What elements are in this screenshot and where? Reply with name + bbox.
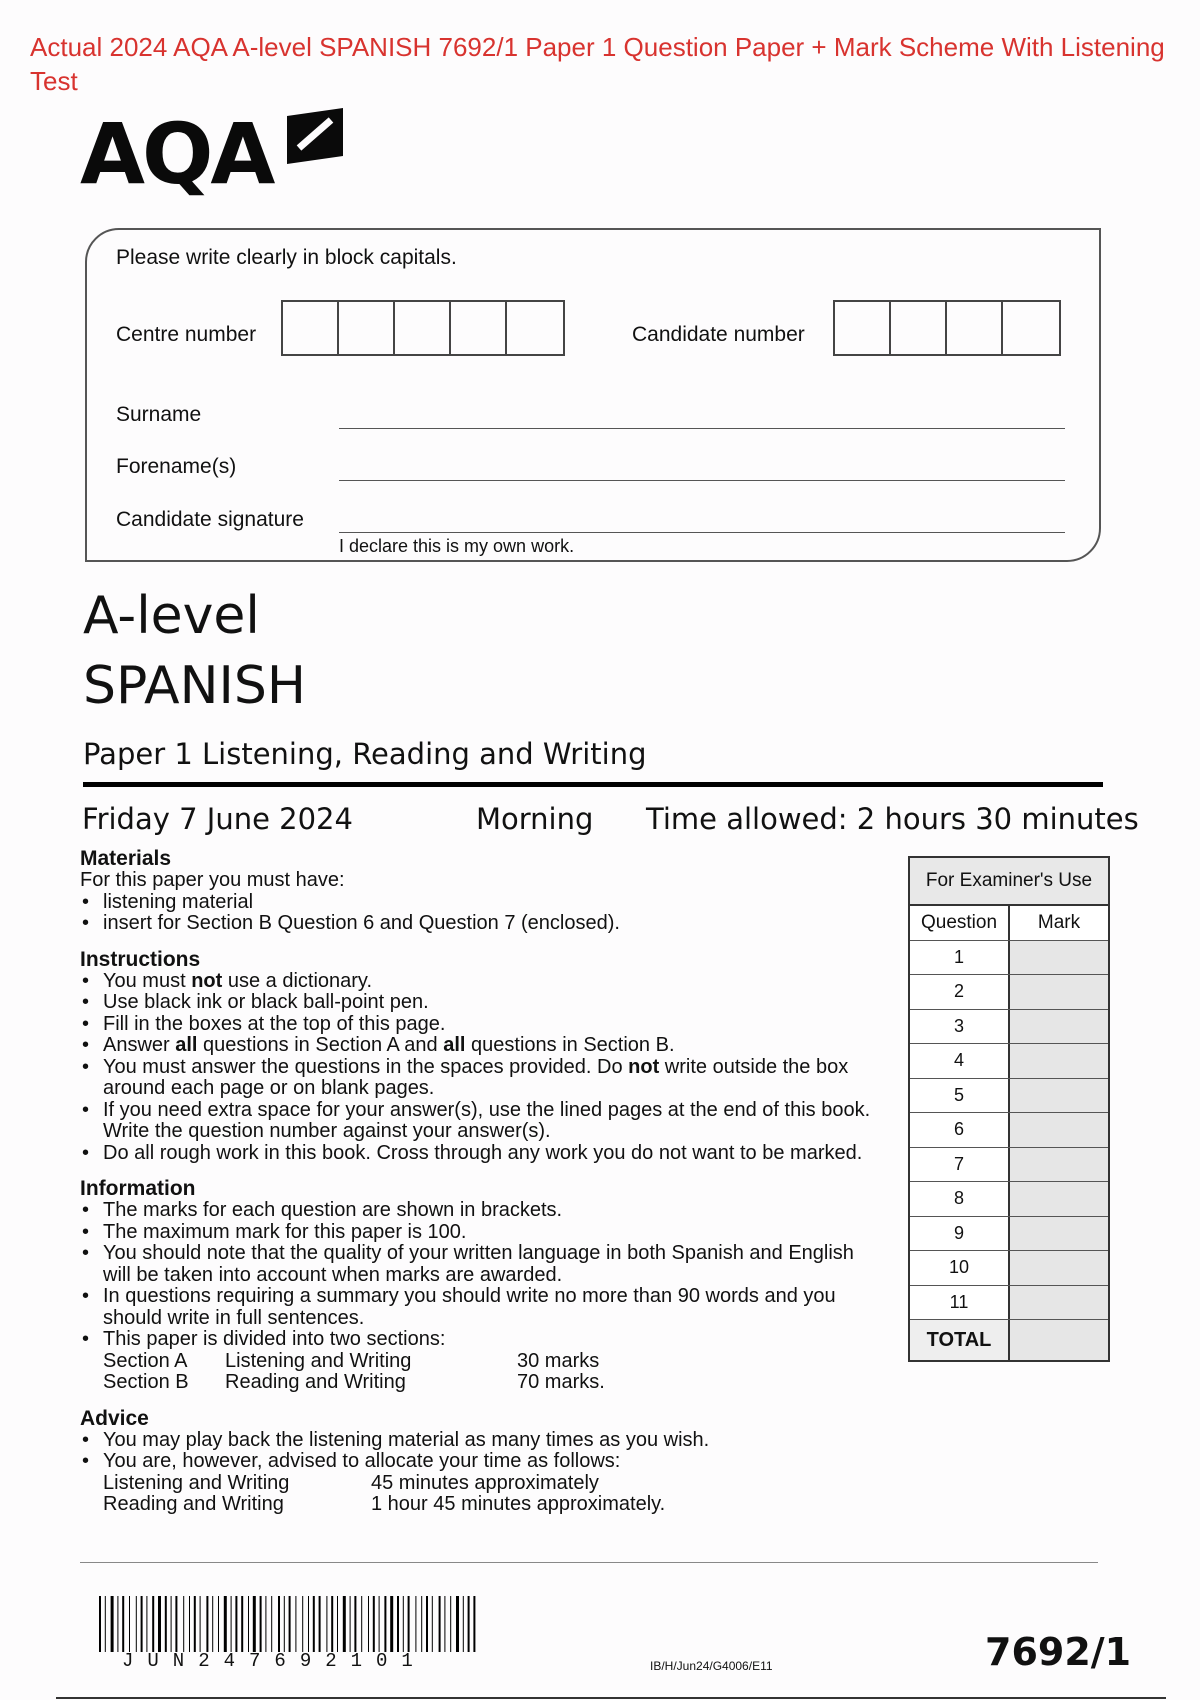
examiner-table-header-row (910, 906, 1108, 941)
barcode-bar (463, 1596, 464, 1652)
mark-cell[interactable] (1010, 1217, 1108, 1251)
centre-number-cell[interactable] (507, 302, 563, 354)
table-row: 9 (910, 1217, 1108, 1252)
mark-cell[interactable] (1010, 1251, 1108, 1285)
centre-number-label: Centre number (116, 323, 257, 346)
list-item: • Fill in the boxes at the top of this page. (80, 1014, 880, 1036)
barcode-bar (171, 1596, 172, 1652)
barcode-bar (421, 1596, 422, 1652)
aqa-tick-icon (285, 108, 345, 164)
centre-number-boxes[interactable] (281, 300, 565, 356)
question-column-header: Question (910, 906, 1010, 940)
barcode-number: JUN247692101 (122, 1650, 427, 1672)
mark-cell[interactable] (1010, 1182, 1108, 1216)
instructions-list (80, 971, 880, 1165)
list-item: • You should note that the quality of your written language in both Spanish and English will be taken into account when marks are awarded. (80, 1243, 880, 1286)
footer-divider (80, 1562, 1098, 1563)
barcode-bar (289, 1596, 291, 1652)
mark-cell[interactable] (1010, 1079, 1108, 1113)
barcode-bar (117, 1596, 118, 1652)
barcode-bar (212, 1596, 213, 1652)
information-list (80, 1200, 880, 1351)
exam-guidance (80, 848, 880, 1516)
examiner-table-heading: For Examiner's Use (910, 858, 1108, 906)
document-title: Actual 2024 AQA A-level SPANISH 7692/1 Paper 1 Question Paper + Mark Scheme With Listening Test (30, 32, 1165, 96)
barcode-bar (384, 1596, 386, 1652)
barcode-bar (379, 1596, 380, 1652)
table-row: 11 (910, 1286, 1108, 1321)
barcode (99, 1596, 481, 1652)
barcode-bar (403, 1596, 404, 1652)
candidate-number-cell[interactable] (891, 302, 947, 354)
table-row: 6 (910, 1113, 1108, 1148)
barcode-bar (295, 1596, 296, 1652)
block-capitals-instruction: Please write clearly in block capitals. (116, 246, 457, 269)
total-label: TOTAL (910, 1320, 1010, 1360)
allocation-row: Listening and Writing 45 minutes approximately (103, 1471, 599, 1494)
barcode-bar (350, 1596, 351, 1652)
list-item: • The marks for each question are shown in brackets. (80, 1200, 880, 1222)
list-item: • Use black ink or black ball-point pen. (80, 992, 880, 1014)
barcode-bar (141, 1596, 143, 1652)
section-row: Section A Listening and Writing 30 marks (103, 1349, 600, 1372)
barcode-bar (241, 1596, 243, 1652)
barcode-bar (397, 1596, 399, 1652)
barcode-bar (468, 1596, 470, 1652)
barcode-bar (473, 1596, 475, 1652)
barcode-bar (183, 1596, 184, 1652)
mark-column-header: Mark (1010, 906, 1108, 940)
signature-field[interactable] (339, 532, 1065, 533)
table-row: 10 (910, 1251, 1108, 1286)
barcode-bar (235, 1596, 237, 1652)
mark-cell[interactable] (1010, 1148, 1108, 1182)
barcode-bar (361, 1596, 362, 1652)
list-item: • The maximum mark for this paper is 100. (80, 1222, 880, 1244)
exam-session: Morning (476, 802, 594, 836)
barcode-bar (129, 1596, 130, 1652)
barcode-bar (105, 1596, 106, 1652)
barcode-bar (326, 1596, 327, 1652)
list-item: • listening material (80, 892, 880, 914)
advice-heading: Advice (80, 1406, 149, 1430)
table-row: 1 (910, 941, 1108, 976)
examiner-use-table (908, 856, 1110, 1362)
barcode-bar (122, 1596, 124, 1652)
title-divider (83, 782, 1103, 787)
surname-label: Surname (116, 403, 202, 426)
mark-cell[interactable] (1010, 941, 1108, 975)
barcode-bar (206, 1596, 208, 1652)
list-item: • You must answer the questions in the spaces provided. Do not write outside the box around each page or on blank pages. (80, 1057, 880, 1100)
forenames-label: Forename(s) (116, 455, 237, 478)
barcode-bar (111, 1596, 114, 1652)
barcode-bar (152, 1596, 154, 1652)
barcode-bar (331, 1596, 333, 1652)
time-allowed: Time allowed: 2 hours 30 minutes (646, 802, 1139, 836)
subject-title: SPANISH (83, 656, 306, 716)
surname-field[interactable] (339, 428, 1065, 429)
barcode-bar (158, 1596, 161, 1652)
document-reference: IB/H/Jun24/G4006/E11 (650, 1659, 773, 1673)
total-row (910, 1320, 1108, 1360)
barcode-bar (426, 1596, 428, 1652)
candidate-number-cell[interactable] (835, 302, 891, 354)
barcode-bar (456, 1596, 459, 1652)
list-item: • If you need extra space for your answer(s), use the lined pages at the end of this book. Write the question number against your answer(s). (80, 1100, 880, 1143)
list-item: • Do all rough work in this book. Cross through any work you do not want to be marked. (80, 1143, 880, 1165)
table-row: 4 (910, 1044, 1108, 1079)
mark-cell[interactable] (1010, 1044, 1108, 1078)
total-mark-cell[interactable] (1010, 1320, 1108, 1360)
table-row: 2 (910, 975, 1108, 1010)
barcode-bar (373, 1596, 375, 1652)
barcode-bar (278, 1596, 280, 1652)
list-item: • You must not use a dictionary. (80, 971, 880, 993)
aqa-logo (80, 100, 360, 210)
barcode-bar (390, 1596, 393, 1652)
barcode-bar (231, 1596, 232, 1652)
barcode-bar (260, 1596, 262, 1652)
barcode-bar (368, 1596, 369, 1652)
list-item: • Answer all questions in Section A and all questions in Section B. (80, 1035, 880, 1057)
candidate-number-cell[interactable] (947, 302, 1003, 354)
barcode-bar (136, 1596, 137, 1652)
list-item: • You may play back the listening material as many times as you wish. (80, 1430, 880, 1452)
signature-label: Candidate signature (116, 508, 304, 531)
instructions-heading: Instructions (80, 947, 201, 971)
page-bottom-line (56, 1697, 1166, 1699)
barcode-bar (284, 1596, 285, 1652)
barcode-bar (99, 1596, 101, 1652)
centre-number-cell[interactable] (339, 302, 395, 354)
list-item: • You are, however, advised to allocate your time as follows: (80, 1451, 880, 1473)
declaration-text: I declare this is my own work. (339, 536, 575, 556)
barcode-bar (408, 1596, 410, 1652)
list-item: • In questions requiring a summary you should write no more than 90 words and you should write in full sentences. (80, 1286, 880, 1329)
barcode-bar (313, 1596, 315, 1652)
candidate-details-box (85, 228, 1101, 562)
barcode-bar (432, 1596, 433, 1652)
mark-cell[interactable] (1010, 1010, 1108, 1044)
candidate-number-boxes[interactable] (833, 300, 1061, 356)
materials-heading: Materials (80, 847, 172, 870)
list-item: • This paper is divided into two sections: (80, 1329, 880, 1351)
materials-list (80, 892, 880, 935)
barcode-bar (302, 1596, 303, 1652)
mark-cell[interactable] (1010, 975, 1108, 1009)
barcode-bar (450, 1596, 451, 1652)
allocation-row: Reading and Writing 1 hour 45 minutes approximately. (103, 1493, 666, 1515)
barcode-bar (308, 1596, 309, 1652)
barcode-bar (354, 1596, 356, 1652)
barcode-bar (248, 1596, 249, 1652)
advice-list (80, 1430, 880, 1473)
section-row: Section B Reading and Writing 70 marks. (103, 1371, 605, 1393)
mark-cell[interactable] (1010, 1113, 1108, 1147)
candidate-number-cell[interactable] (1003, 302, 1059, 354)
paper-title: Paper 1 Listening, Reading and Writing (83, 737, 647, 771)
exam-date: Friday 7 June 2024 (82, 802, 353, 836)
materials-intro: For this paper you must have: (80, 869, 345, 891)
centre-number-cell[interactable] (395, 302, 451, 354)
table-row: 5 (910, 1079, 1108, 1114)
mark-cell[interactable] (1010, 1286, 1108, 1320)
centre-number-cell[interactable] (451, 302, 507, 354)
barcode-bar (271, 1596, 272, 1652)
barcode-bar (337, 1596, 338, 1652)
barcode-bar (175, 1596, 177, 1652)
barcode-bar (224, 1596, 227, 1652)
table-row: 7 (910, 1148, 1108, 1183)
barcode-bar (415, 1596, 416, 1652)
centre-number-cell[interactable] (283, 302, 339, 354)
candidate-number-label: Candidate number (632, 323, 805, 346)
barcode-bar (165, 1596, 167, 1652)
table-row: 8 (910, 1182, 1108, 1217)
barcode-bar (146, 1596, 147, 1652)
logo-text: AQA (80, 105, 273, 203)
barcode-bar (265, 1596, 266, 1652)
barcode-bar (444, 1596, 445, 1652)
qualification-level: A-level (83, 586, 260, 646)
table-row: 3 (910, 1010, 1108, 1045)
barcode-bar (343, 1596, 346, 1652)
paper-code: 7692/1 (985, 1630, 1132, 1674)
forenames-field[interactable] (339, 480, 1065, 481)
information-heading: Information (80, 1177, 196, 1200)
barcode-bar (319, 1596, 321, 1652)
barcode-bar (253, 1596, 256, 1652)
barcode-bar (194, 1596, 196, 1652)
barcode-bar (218, 1596, 219, 1652)
barcode-bar (189, 1596, 190, 1652)
barcode-bar (200, 1596, 201, 1652)
barcode-bar (439, 1596, 441, 1652)
list-item: • insert for Section B Question 6 and Question 7 (enclosed). (80, 913, 880, 935)
